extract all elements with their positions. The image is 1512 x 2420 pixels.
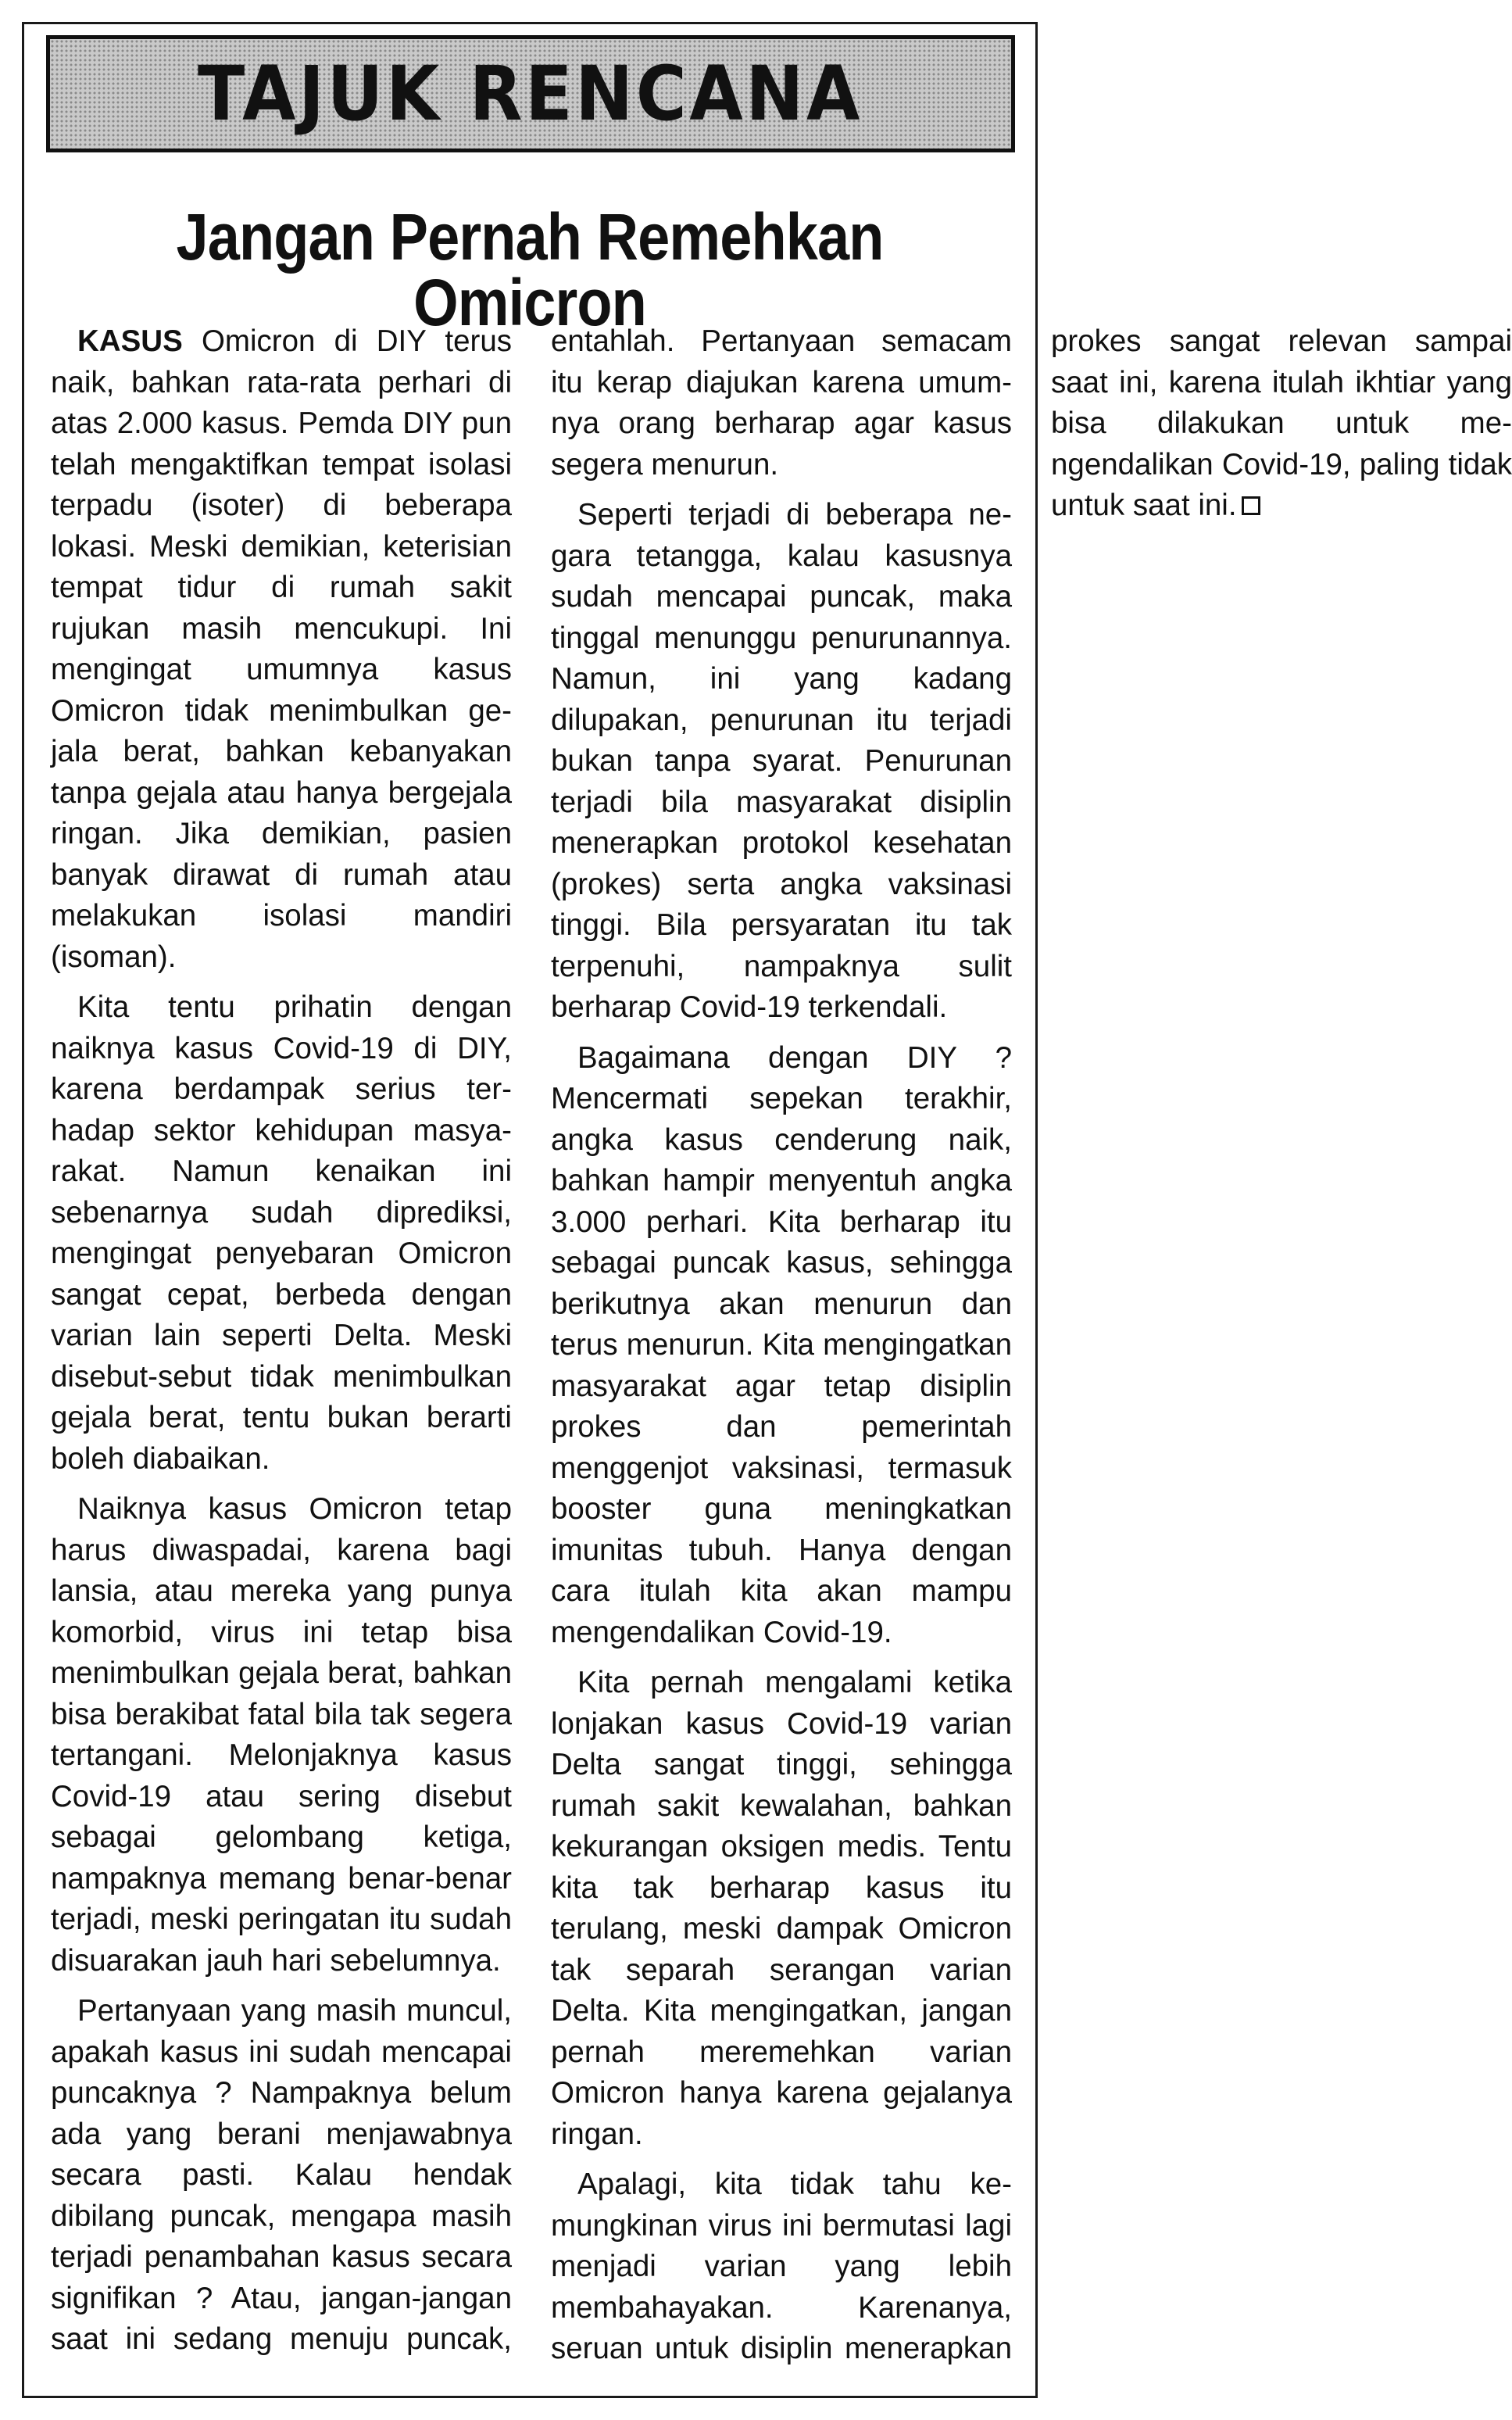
end-mark-icon [1242,496,1260,515]
article-paragraph [51,321,512,978]
paragraph-text: Apalagi, kita tidak tahu kemungkinan virus ini bermutasi lagi menjadi varian yang lebih membahayakan. Karenanya, seruan untuk disiplin menerapkan prokes sangat relevan sampai saat ini, karena itulah ikhtiar yang bisa dilakukan untuk mengendalikan Covid-19, paling tidak untuk saat ini. [551,324,1512,2365]
section-title: TAJUK RENCANA [198,50,863,138]
editorial-frame [22,22,1512,2398]
article-body [51,321,1512,2385]
article-paragraph: Bagaimana dengan DIY ? Mencermati sepekan terakhir, angka kasus cenderung naik, bahkan hampir menyentuh angka 3.000 perhari. Kita berharap itu sebagai puncak kasus, sehingga berikutnya akan menurun dan terus menurun. Kita mengingatkan masyarakat agar tetap disiplin prokes dan pemerintah menggenjot vaksinasi, termasuk booster guna meningkatkan imunitas tubuh. Hanya dengan cara itulah kita akan mampu mengendalikan Covid-19. [551,1040,1012,1649]
section-banner [46,35,1015,152]
article-paragraph: Seperti terjadi di beberapa negara tetangga, kalau kasusnya sudah mencapai puncak, maka tinggal menunggu penurunannya. Namun, ini yang kadang dilupakan, penurunan itu terjadi bukan tanpa syarat. Penurunan terjadi bila masyarakat disiplin menerapkan protokol kesehatan (prokes) serta angka vaksinasi tinggi. Bila persyaratan itu tak terpenuhi, nampaknya sulit berharap Covid-19 terkendali. [551,498,1012,1024]
article-headline: Jangan Pernah Remehkan Omicron [176,200,884,339]
article-paragraph: Naiknya kasus Omicron tetap harus diwaspadai, karena bagi lansia, atau mereka yang punya komorbid, virus ini tetap bisa menimbulkan gejala berat, bahkan bisa berakibat fatal bila tak segera tertangani. Melonjaknya kasus Covid-19 atau sering disebut sebagai gelombang ketiga, nampaknya memang benar-benar terjadi, meski peringatan itu sudah disuarakan jauh hari sebelumnya. [51,1492,512,1978]
article-paragraph: Kita pernah mengalami ketika lonjakan kasus Covid-19 varian Delta sangat tinggi, sehingga rumah sakit kewalahan, bahkan kekurangan oksigen medis. Tentu kita tak berharap kasus itu terulang, meski dampak Omicron tak separah serangan varian Delta. Kita mengingatkan, jangan pernah meremehkan varian Omicron hanya karena gejalanya ringan. [551,1666,1012,2151]
article-paragraph: Kita tentu prihatin dengan naiknya kasus Covid-19 di DIY, karena berdampak serius terhadap sektor kehidupan masyarakat. Namun kenaikan ini sebenarnya sudah diprediksi, mengingat penyebaran Omicron sangat cepat, berbeda dengan varian lain seperti Delta. Meski disebut-sebut tidak menimbulkan gejala berat, tentu bukan berarti boleh diabaikan. [51,990,512,1476]
paragraph-text: Omicron di DIY terus naik, bahkan rata-rata perhari di atas 2.000 kasus. Pemda DIY pun telah mengaktifkan tempat isolasi terpadu (isoter) di beberapa lokasi. Meski demikian, keterisian tempat tidur di rumah sakit rujukan masih mencukupi. Ini mengingat umumnya kasus Omicron tidak menimbulkan gejala berat, bahkan kebanyakan tanpa gejala atau hanya bergejala ringan. Jika demikian, pasien banyak dirawat di rumah atau melakukan isolasi mandiri (isoman). [51,324,512,974]
lead-word: KASUS [77,324,183,358]
article-paragraph: Pertanyaan yang masih muncul, apakah kasus ini sudah mencapai puncaknya ? Nampaknya belum ada yang berani menjawabnya secara pasti. Kalau hendak dibilang puncak, mengapa masih terjadi penambahan kasus secara signifikan ? Atau, jangan-jangan saat ini sedang menuju puncak, entahlah. Pertanyaan semacam itu kerap diajukan karena umumnya orang berharap agar kasus segera menurun. [51,324,1012,2356]
